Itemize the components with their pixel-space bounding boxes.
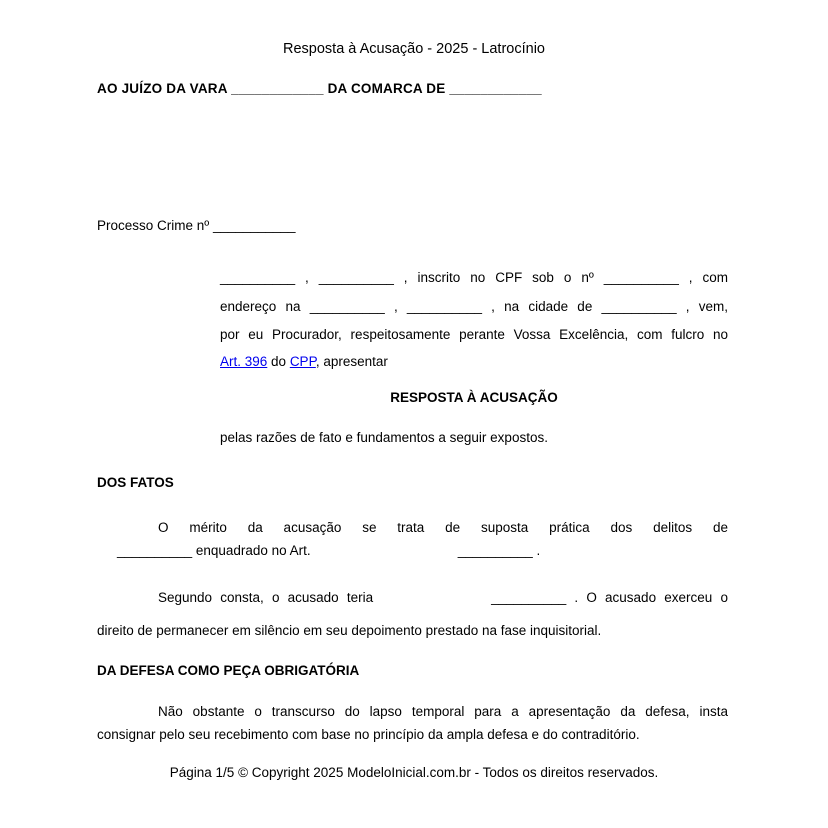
merito-line-1: O mérito da acusação se trata de suposta prática dos delitos de (158, 520, 728, 535)
document-title: Resposta à Acusação - 2025 - Latrocínio (283, 41, 545, 57)
qualification-line-1: __________ , __________ , inscrito no CPF sob o nº __________ , com (220, 270, 728, 285)
intro-line: pelas razões de fato e fundamentos a seguir expostos. (220, 430, 548, 445)
segundo-line-1 (97, 586, 728, 609)
link-art-396[interactable]: Art. 396 (220, 353, 268, 369)
section-heading-dos-fatos: DOS FATOS (97, 475, 174, 490)
defesa-line-2: consignar pelo seu recebimento com base no princípio da ampla defesa e do contraditório. (97, 727, 640, 742)
page-footer: Página 1/5 © Copyright 2025 ModeloInicial.com.br - Todos os direitos reservados. (169, 765, 659, 780)
link-cpp[interactable]: CPP (289, 353, 316, 369)
section-heading-da-defesa: DA DEFESA COMO PEÇA OBRIGATÓRIA (97, 663, 360, 678)
qualification-line-2: endereço na __________ , __________ , na cidade de __________ , vem, (220, 298, 728, 314)
defesa-line-1: Não obstante o transcurso do lapso temporal para a apresentação da defesa, insta (158, 704, 728, 719)
qualification-line-4-tail: , apresentar (315, 353, 388, 369)
segundo-line-1b: __________ . O acusado exerceu o (491, 590, 728, 605)
resposta-heading: RESPOSTA À ACUSAÇÃO (390, 390, 558, 405)
qualification-paragraph (220, 264, 728, 372)
segundo-line-2: direito de permanecer em silêncio em seu depoimento prestado na fase inquisitorial. (97, 623, 602, 638)
qualification-line-4-mid: do (267, 353, 290, 369)
process-number-line: Processo Crime nº ___________ (97, 218, 296, 233)
segundo-paragraph (97, 586, 728, 642)
segundo-line-1a: Segundo consta, o acusado teria (158, 590, 374, 605)
qualification-line-4 (220, 352, 728, 372)
merito-paragraph (97, 516, 728, 562)
qualification-line-3: por eu Procurador, respeitosamente perante Vossa Excelência, com fulcro no (220, 327, 728, 342)
merito-line-2 (117, 539, 728, 562)
merito-line-2a: __________ enquadrado no Art. (117, 543, 311, 558)
defesa-paragraph (97, 700, 728, 746)
merito-line-2b: __________ . (457, 543, 541, 558)
court-heading: AO JUÍZO DA VARA ____________ DA COMARCA DE ____________ (97, 81, 542, 96)
